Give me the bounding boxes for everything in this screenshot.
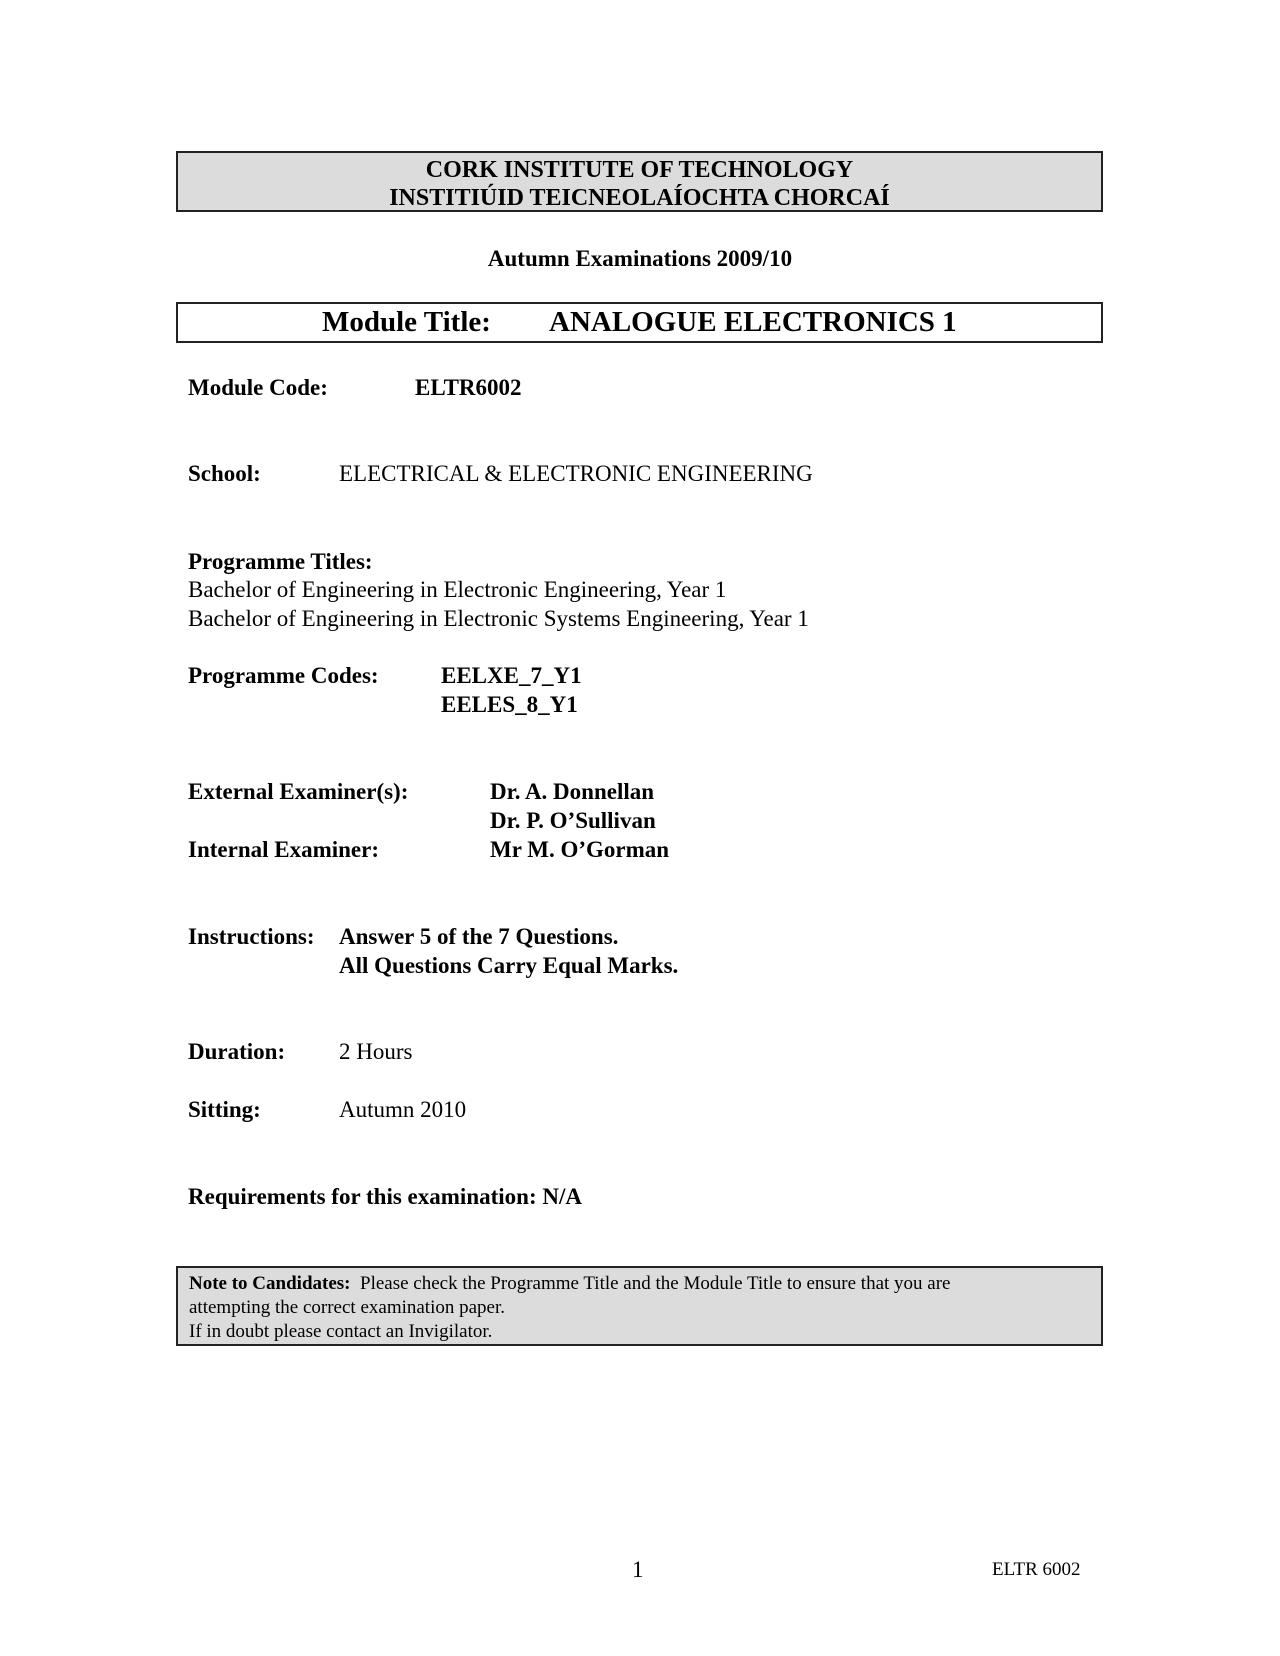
note-to-candidates-box (176, 1266, 1103, 1346)
footer-module-code: ELTR 6002 (992, 1559, 1081, 1580)
module-code-label: Module Code: (188, 375, 328, 400)
duration-value: 2 Hours (339, 1039, 413, 1064)
external-examiners-label: External Examiner(s): (188, 779, 409, 804)
module-title-value: ANALOGUE ELECTRONICS 1 (549, 306, 957, 338)
institution-name-english: CORK INSTITUTE OF TECHNOLOGY (425, 157, 854, 183)
internal-examiner-label: Internal Examiner: (188, 837, 380, 862)
institution-header (176, 151, 1103, 212)
duration-label: Duration: (188, 1039, 286, 1064)
school-label: School: (188, 461, 261, 486)
note-text-line: If in doubt please contact an Invigilator. (189, 1321, 493, 1342)
programme-code-item: EELES_8_Y1 (441, 692, 578, 717)
note-text-line: Please check the Programme Title and the Module Title to ensure that you are (360, 1273, 951, 1294)
external-examiner-item: Dr. A. Donnellan (490, 779, 655, 804)
requirements-line: Requirements for this examination: N/A (188, 1184, 582, 1209)
instruction-item: All Questions Carry Equal Marks. (339, 953, 679, 978)
page-number: 1 (632, 1557, 644, 1582)
programme-titles-label: Programme Titles: (188, 549, 373, 574)
note-text-line: attempting the correct examination paper. (189, 1297, 506, 1318)
programme-title-item: Bachelor of Engineering in Electronic Systems Engineering, Year 1 (188, 606, 809, 631)
programme-title-item: Bachelor of Engineering in Electronic Engineering, Year 1 (188, 577, 727, 602)
institution-name-irish: INSTITIÚID TEICNEOLAÍOCHTA CHORCAÍ (389, 185, 890, 211)
module-code-value: ELTR6002 (415, 375, 522, 400)
internal-examiner-value: Mr M. O’Gorman (490, 837, 670, 862)
programme-codes-label: Programme Codes: (188, 663, 379, 688)
exam-session-title: Autumn Examinations 2009/10 (487, 246, 793, 271)
programme-code-item: EELXE_7_Y1 (441, 663, 582, 688)
sitting-label: Sitting: (188, 1097, 261, 1122)
external-examiner-item: Dr. P. O’Sullivan (490, 808, 656, 833)
note-label: Note to Candidates: (189, 1273, 351, 1294)
school-value: ELECTRICAL & ELECTRONIC ENGINEERING (339, 461, 813, 486)
instruction-item: Answer 5 of the 7 Questions. (339, 924, 619, 949)
module-title-label: Module Title: (322, 306, 491, 338)
sitting-value: Autumn 2010 (339, 1097, 467, 1122)
module-title-box (176, 302, 1103, 343)
instructions-label: Instructions: (188, 924, 315, 949)
